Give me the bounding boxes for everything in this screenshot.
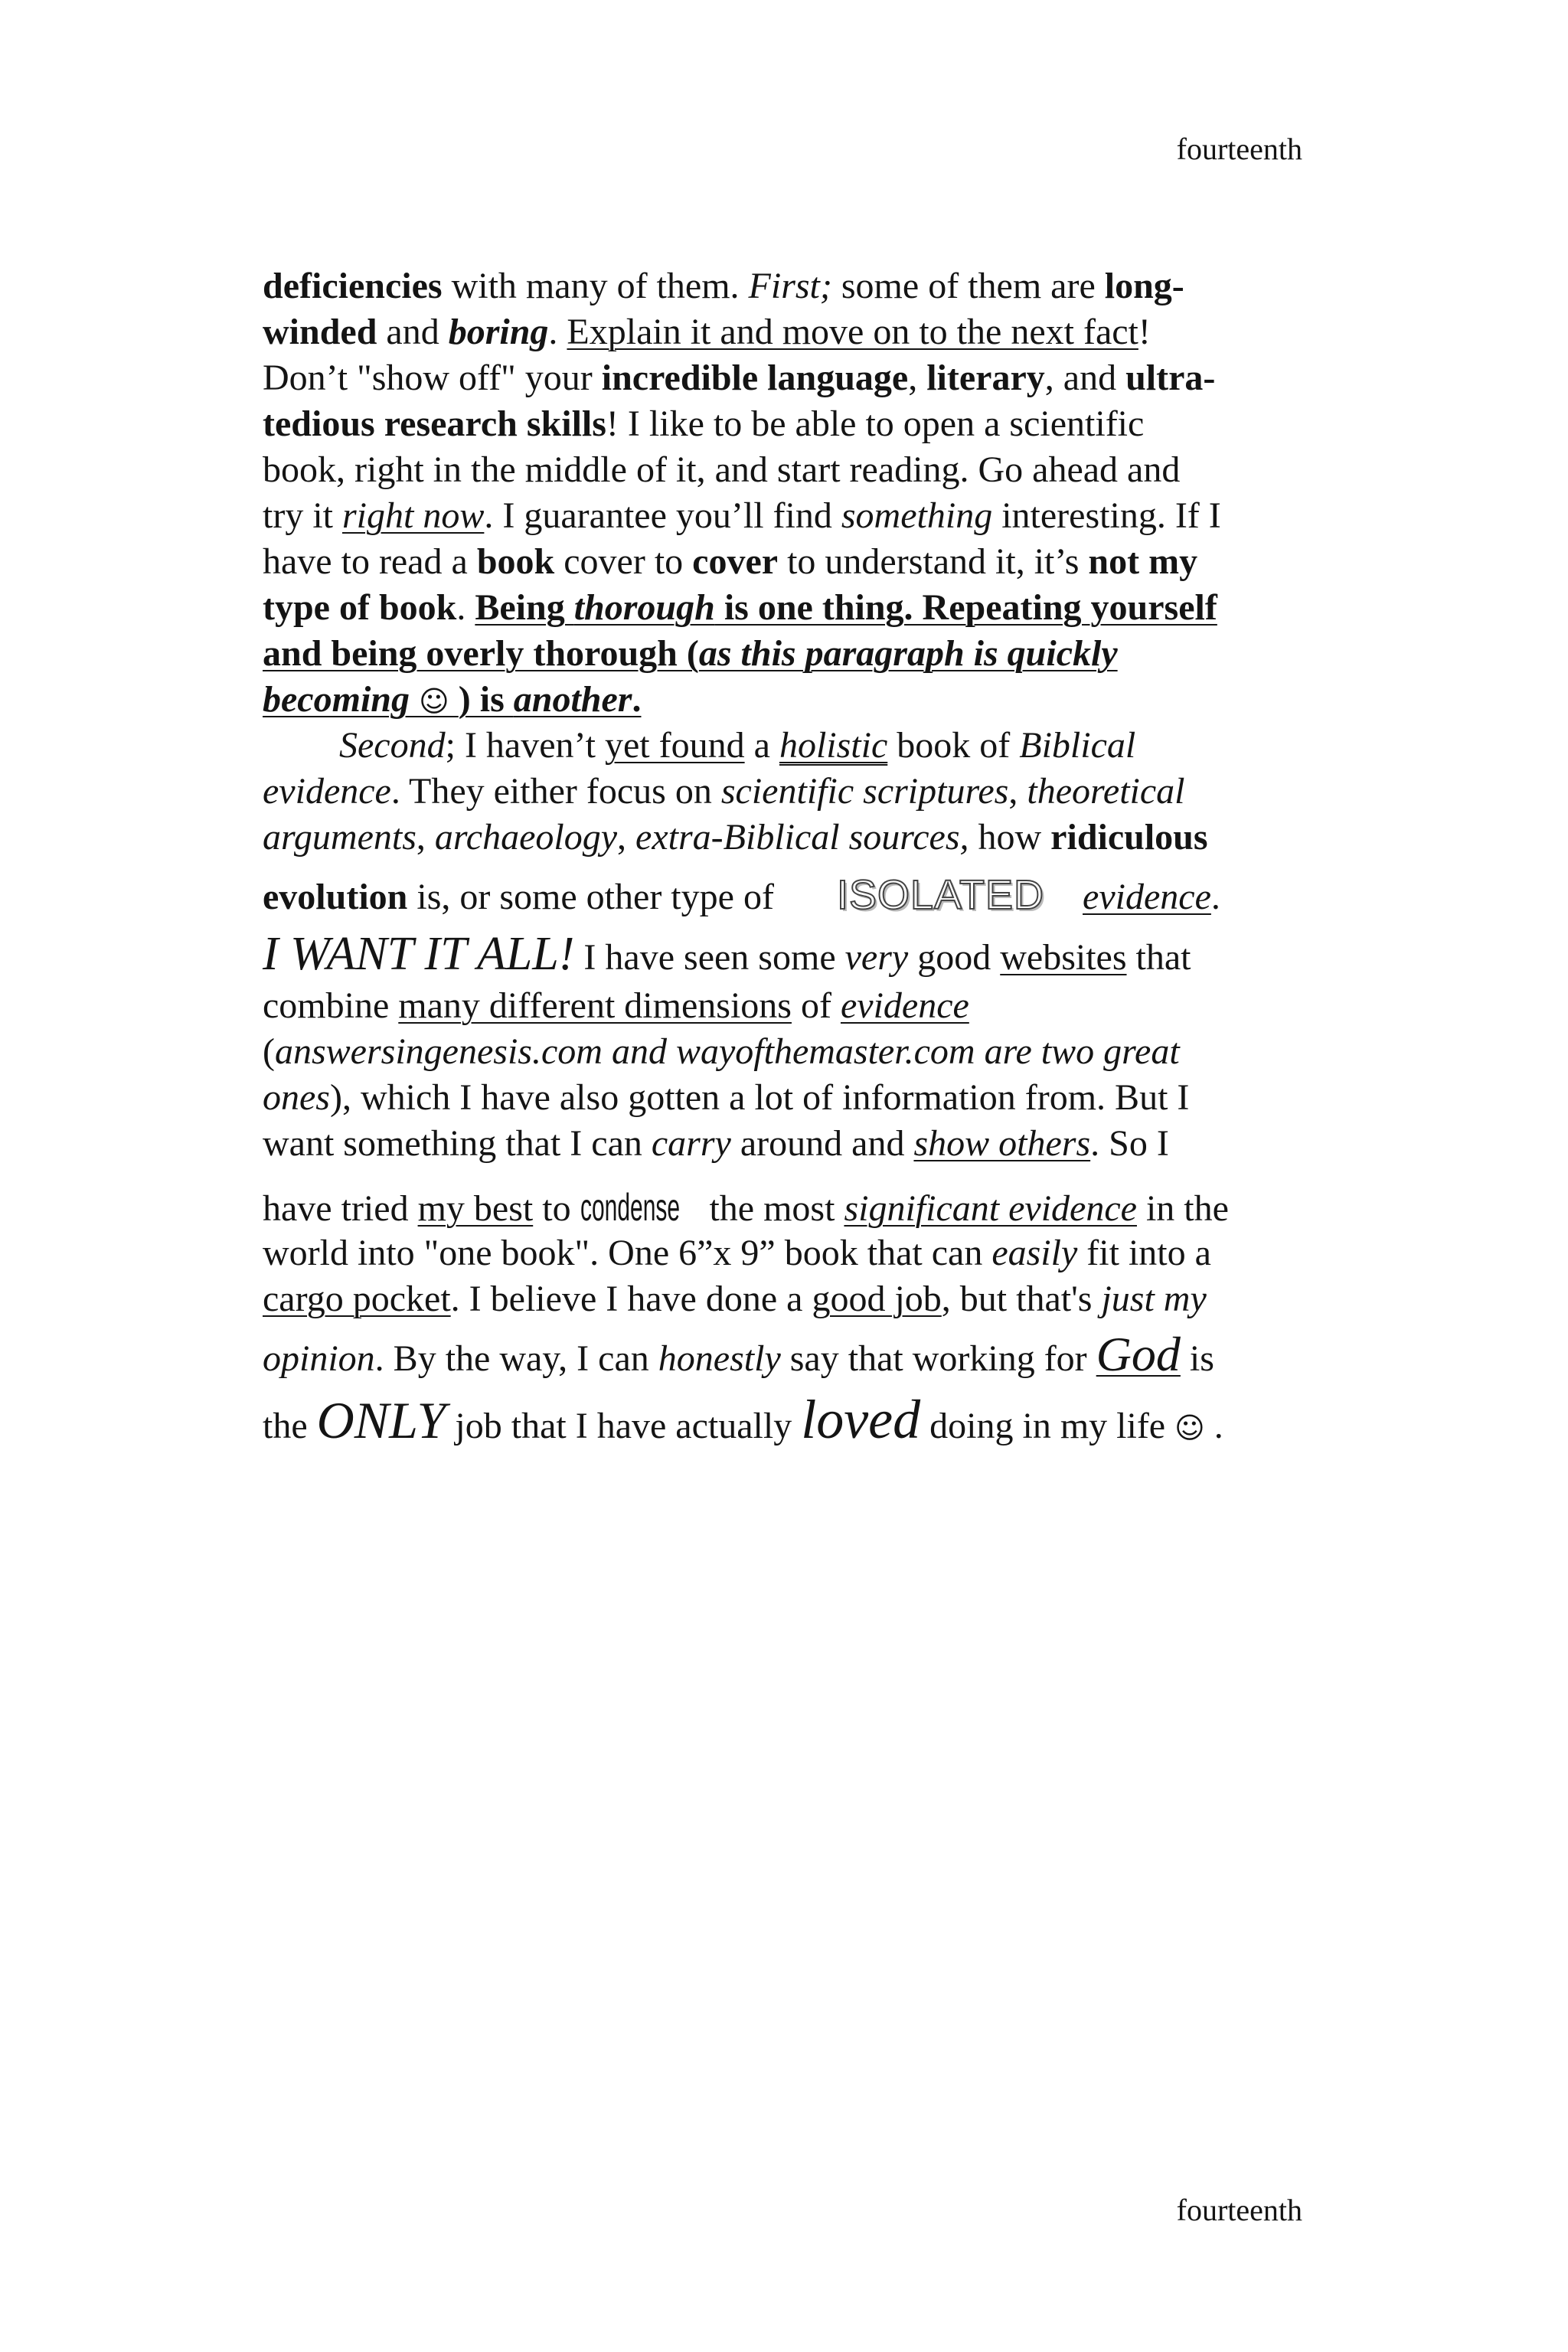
text-run: Don’t "show off" your (263, 358, 602, 398)
text-run: the most (700, 1188, 844, 1229)
text-run: ( (263, 1031, 275, 1072)
text-run: right now (342, 495, 485, 536)
condense-word: condense (580, 1186, 680, 1229)
text-run: websites (1000, 937, 1127, 978)
text-run: becoming (263, 679, 410, 720)
text-line (263, 1230, 1211, 1276)
text-run: . (632, 679, 642, 720)
text-line (263, 983, 969, 1029)
text-run: , (416, 817, 435, 858)
isolated-wordart: ISOLATED (836, 872, 1045, 918)
text-run: . (548, 312, 567, 352)
text-run: to (533, 1188, 580, 1229)
text-run: and being overly thorough ( (263, 633, 699, 674)
text-line (263, 815, 1208, 861)
text-run: ) is (458, 679, 514, 720)
text-run: is, or some other type of (407, 877, 783, 917)
text-line (263, 447, 1180, 493)
text-run: have to read a (263, 541, 477, 582)
text-run: ultra- (1125, 358, 1216, 398)
text-run: Biblical (1019, 725, 1136, 766)
text-line (263, 1327, 1214, 1382)
text-run: thorough (573, 587, 715, 628)
text-run: incredible language (601, 358, 909, 398)
text-line (263, 631, 1118, 677)
text-line (263, 872, 1220, 920)
text-run: just my (1101, 1279, 1207, 1319)
text-run: literary (926, 358, 1045, 398)
text-run: . I guarantee you’ll find (484, 495, 841, 536)
text-run: to understand it, it’s (778, 541, 1089, 582)
text-run: my best (417, 1188, 534, 1229)
smiley-icon: ☺ (1174, 1411, 1205, 1445)
text-run: ! (1138, 312, 1151, 352)
text-run: yet found (605, 725, 745, 766)
text-run: . (456, 587, 475, 628)
text-run: in the (1136, 1188, 1229, 1229)
text-run: a (744, 725, 779, 766)
text-run: Being (475, 587, 574, 628)
text-run: honestly (658, 1338, 781, 1379)
text-run: Explain it and move on to the next fact (567, 312, 1138, 352)
text-run: I have seen some (574, 937, 845, 978)
text-line (263, 1276, 1207, 1322)
text-run: loved (801, 1389, 921, 1450)
running-foot: fourteenth (1176, 2193, 1302, 2227)
text-run: evidence (263, 771, 391, 812)
text-run: , (1008, 771, 1027, 812)
text-run: doing in my life (920, 1406, 1175, 1446)
text-run: God (1096, 1327, 1181, 1381)
text-run: want something that I can (263, 1123, 652, 1164)
text-line (263, 401, 1144, 447)
text-run: . So I (1090, 1123, 1169, 1164)
text-run: theoretical (1027, 771, 1185, 812)
text-run: with many of them. (442, 266, 749, 306)
text-run: cargo pocket (263, 1279, 451, 1319)
text-run: . (1210, 877, 1220, 917)
text-run: ones (263, 1077, 330, 1118)
text-run: First; (748, 266, 832, 306)
text-run: holistic (779, 725, 888, 766)
text-run: evidence (840, 985, 969, 1026)
text-run: long- (1104, 266, 1184, 306)
text-run: I WANT IT ALL! (263, 928, 575, 980)
text-run: carry (651, 1123, 731, 1164)
text-run: evolution (263, 877, 408, 917)
text-run: , but that's (941, 1279, 1102, 1319)
text-run: try it (263, 495, 342, 536)
text-run: something (841, 495, 993, 536)
text-run: job that I have actually (446, 1406, 802, 1446)
text-run: that (1126, 937, 1191, 978)
text-run: some of them are (831, 266, 1105, 306)
text-run: world into "one book". One 6”x 9” book that can (263, 1233, 992, 1273)
text-run: the (263, 1406, 317, 1446)
text-run: , and (1044, 358, 1126, 398)
text-line (263, 309, 1151, 355)
text-run: say that working for (780, 1338, 1096, 1379)
text-line (263, 585, 1217, 631)
text-run: cover (692, 541, 779, 582)
text-run: , (617, 817, 636, 858)
text-line (263, 1075, 1189, 1121)
text-run: combine (263, 985, 399, 1026)
text-run: ), which I have also gotten a lot of information from. But I (329, 1077, 1190, 1118)
text-line (339, 723, 1135, 769)
text-line (263, 1184, 1229, 1232)
text-run: scientific scriptures (720, 771, 1009, 812)
text-run: easily (991, 1233, 1078, 1273)
text-run: evidence (1083, 877, 1211, 917)
text-line (263, 1121, 1169, 1167)
text-run: around and (730, 1123, 914, 1164)
text-run: winded (263, 312, 377, 352)
text-run: ! I like to be able to open a scientific (606, 403, 1145, 444)
text-run: good (908, 937, 1001, 978)
text-run: of (791, 985, 841, 1026)
text-run: many different dimensions (398, 985, 792, 1026)
text-run: . I believe I have done a (450, 1279, 812, 1319)
text-line (263, 928, 1191, 981)
text-run: archaeology (434, 817, 618, 858)
text-line (263, 355, 1215, 401)
text-run: arguments (263, 817, 416, 858)
text-run: opinion (263, 1338, 375, 1379)
text-run: ONLY (316, 1391, 446, 1449)
text-line (263, 677, 641, 724)
text-run: extra-Biblical sources, (635, 817, 969, 858)
text-run: very (844, 937, 909, 978)
text-run: show others (913, 1123, 1091, 1164)
text-run: cover to (554, 541, 693, 582)
text-run: boring (448, 312, 549, 352)
text-line (263, 1389, 1223, 1451)
text-line (263, 263, 1184, 309)
text-run: type of book (263, 587, 457, 628)
text-run: and (377, 312, 449, 352)
running-head: fourteenth (1176, 132, 1302, 166)
text-run: . (1204, 1406, 1223, 1446)
text-run: interesting. If I (992, 495, 1221, 536)
smiley-icon: ☺ (409, 684, 459, 718)
text-run: significant evidence (844, 1188, 1137, 1229)
text-run: how (969, 817, 1051, 858)
text-run: Second (339, 725, 446, 766)
text-run: fit into a (1077, 1233, 1211, 1273)
text-run: another (513, 679, 632, 720)
text-line (263, 493, 1221, 539)
text-run: is one thing. Repeating yourself (714, 587, 1217, 628)
text-line (263, 769, 1185, 815)
text-run: deficiencies (263, 266, 443, 306)
text-run: as this paragraph is quickly (698, 633, 1118, 674)
text-run: book of (887, 725, 1020, 766)
text-run: tedious research skills (263, 403, 606, 444)
text-line (263, 539, 1197, 585)
text-run: ridiculous (1050, 817, 1208, 858)
text-run: book, right in the middle of it, and start reading. Go ahead and (263, 449, 1181, 490)
text-run: book (476, 541, 555, 582)
text-run: is (1180, 1338, 1214, 1379)
text-run: , (908, 358, 927, 398)
text-run: . They either focus on (390, 771, 721, 812)
text-line (263, 1029, 1180, 1075)
text-run: answersingenesis.com and wayofthemaster.com are two great (274, 1031, 1180, 1072)
text-run: not my (1088, 541, 1198, 582)
text-run: . By the way, I can (374, 1338, 658, 1379)
text-run: have tried (263, 1188, 418, 1229)
text-run: ; I haven’t (445, 725, 605, 766)
text-run: good job (812, 1279, 942, 1319)
